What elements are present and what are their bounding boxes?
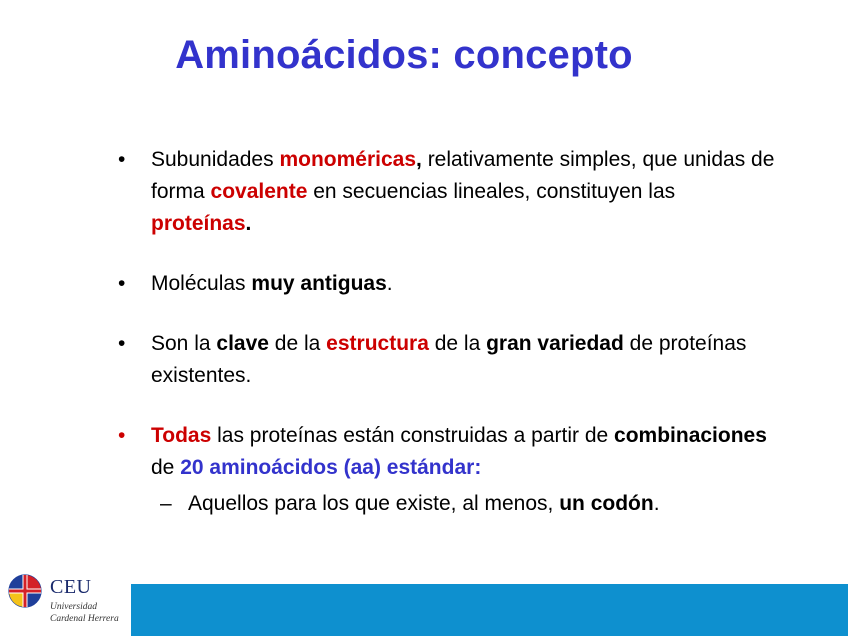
bullet-3 xyxy=(118,328,778,392)
text: , xyxy=(416,148,422,171)
text: relativamente simples, que unidas de forma xyxy=(151,148,775,203)
footer-bar xyxy=(131,584,848,636)
text: en secuencias lineales, constituyen las xyxy=(307,180,676,203)
bullet-marker: • xyxy=(118,148,126,171)
text: de proteínas existentes. xyxy=(151,332,747,387)
text: Moléculas xyxy=(151,272,252,295)
logo-line-1: Universidad xyxy=(50,602,97,612)
text: . xyxy=(386,272,393,295)
text: de la xyxy=(428,332,487,355)
bullet-marker: • xyxy=(118,332,126,355)
emphasis-proteinas: proteínas xyxy=(151,212,246,235)
emphasis-gran-variedad: gran variedad xyxy=(486,332,624,355)
emphasis-combinaciones: combinaciones xyxy=(614,424,767,447)
sub-bullet-marker: – xyxy=(160,492,172,515)
emphasis-covalente: covalente xyxy=(210,180,308,203)
text: Aquellos para los que existe, al menos, xyxy=(188,492,560,515)
text: de xyxy=(151,456,181,479)
bullet-marker: • xyxy=(118,272,126,295)
slide-title: Aminoácidos: concepto xyxy=(175,33,633,77)
text: Son la xyxy=(151,332,217,355)
bullet-list xyxy=(118,144,778,541)
emphasis-clave: clave xyxy=(216,332,269,355)
emphasis-un-codon: un codón xyxy=(559,492,654,515)
text: Subunidades xyxy=(151,148,280,171)
emphasis-20-aminoacidos: 20 aminoácidos (aa) estándar: xyxy=(180,456,482,479)
emphasis-todas: Todas xyxy=(151,424,212,447)
sub-bullet-1 xyxy=(160,488,778,520)
text: las proteínas están construidas a partir de xyxy=(211,424,615,447)
bullet-1 xyxy=(118,144,778,240)
emphasis-muy-antiguas: muy antiguas xyxy=(251,272,387,295)
logo-name: CEU xyxy=(50,576,92,598)
bullet-2 xyxy=(118,268,778,300)
logo-line-2: Cardenal Herrera xyxy=(50,614,119,624)
text: de la xyxy=(268,332,327,355)
bullet-4 xyxy=(118,420,778,484)
text: . xyxy=(653,492,660,515)
emphasis-estructura: estructura xyxy=(326,332,429,355)
ceu-logo xyxy=(8,572,130,632)
bullet-marker: • xyxy=(118,424,126,447)
emphasis-monomericas: monoméricas xyxy=(279,148,417,171)
text: . xyxy=(245,212,252,235)
ceu-emblem-icon xyxy=(8,574,42,608)
